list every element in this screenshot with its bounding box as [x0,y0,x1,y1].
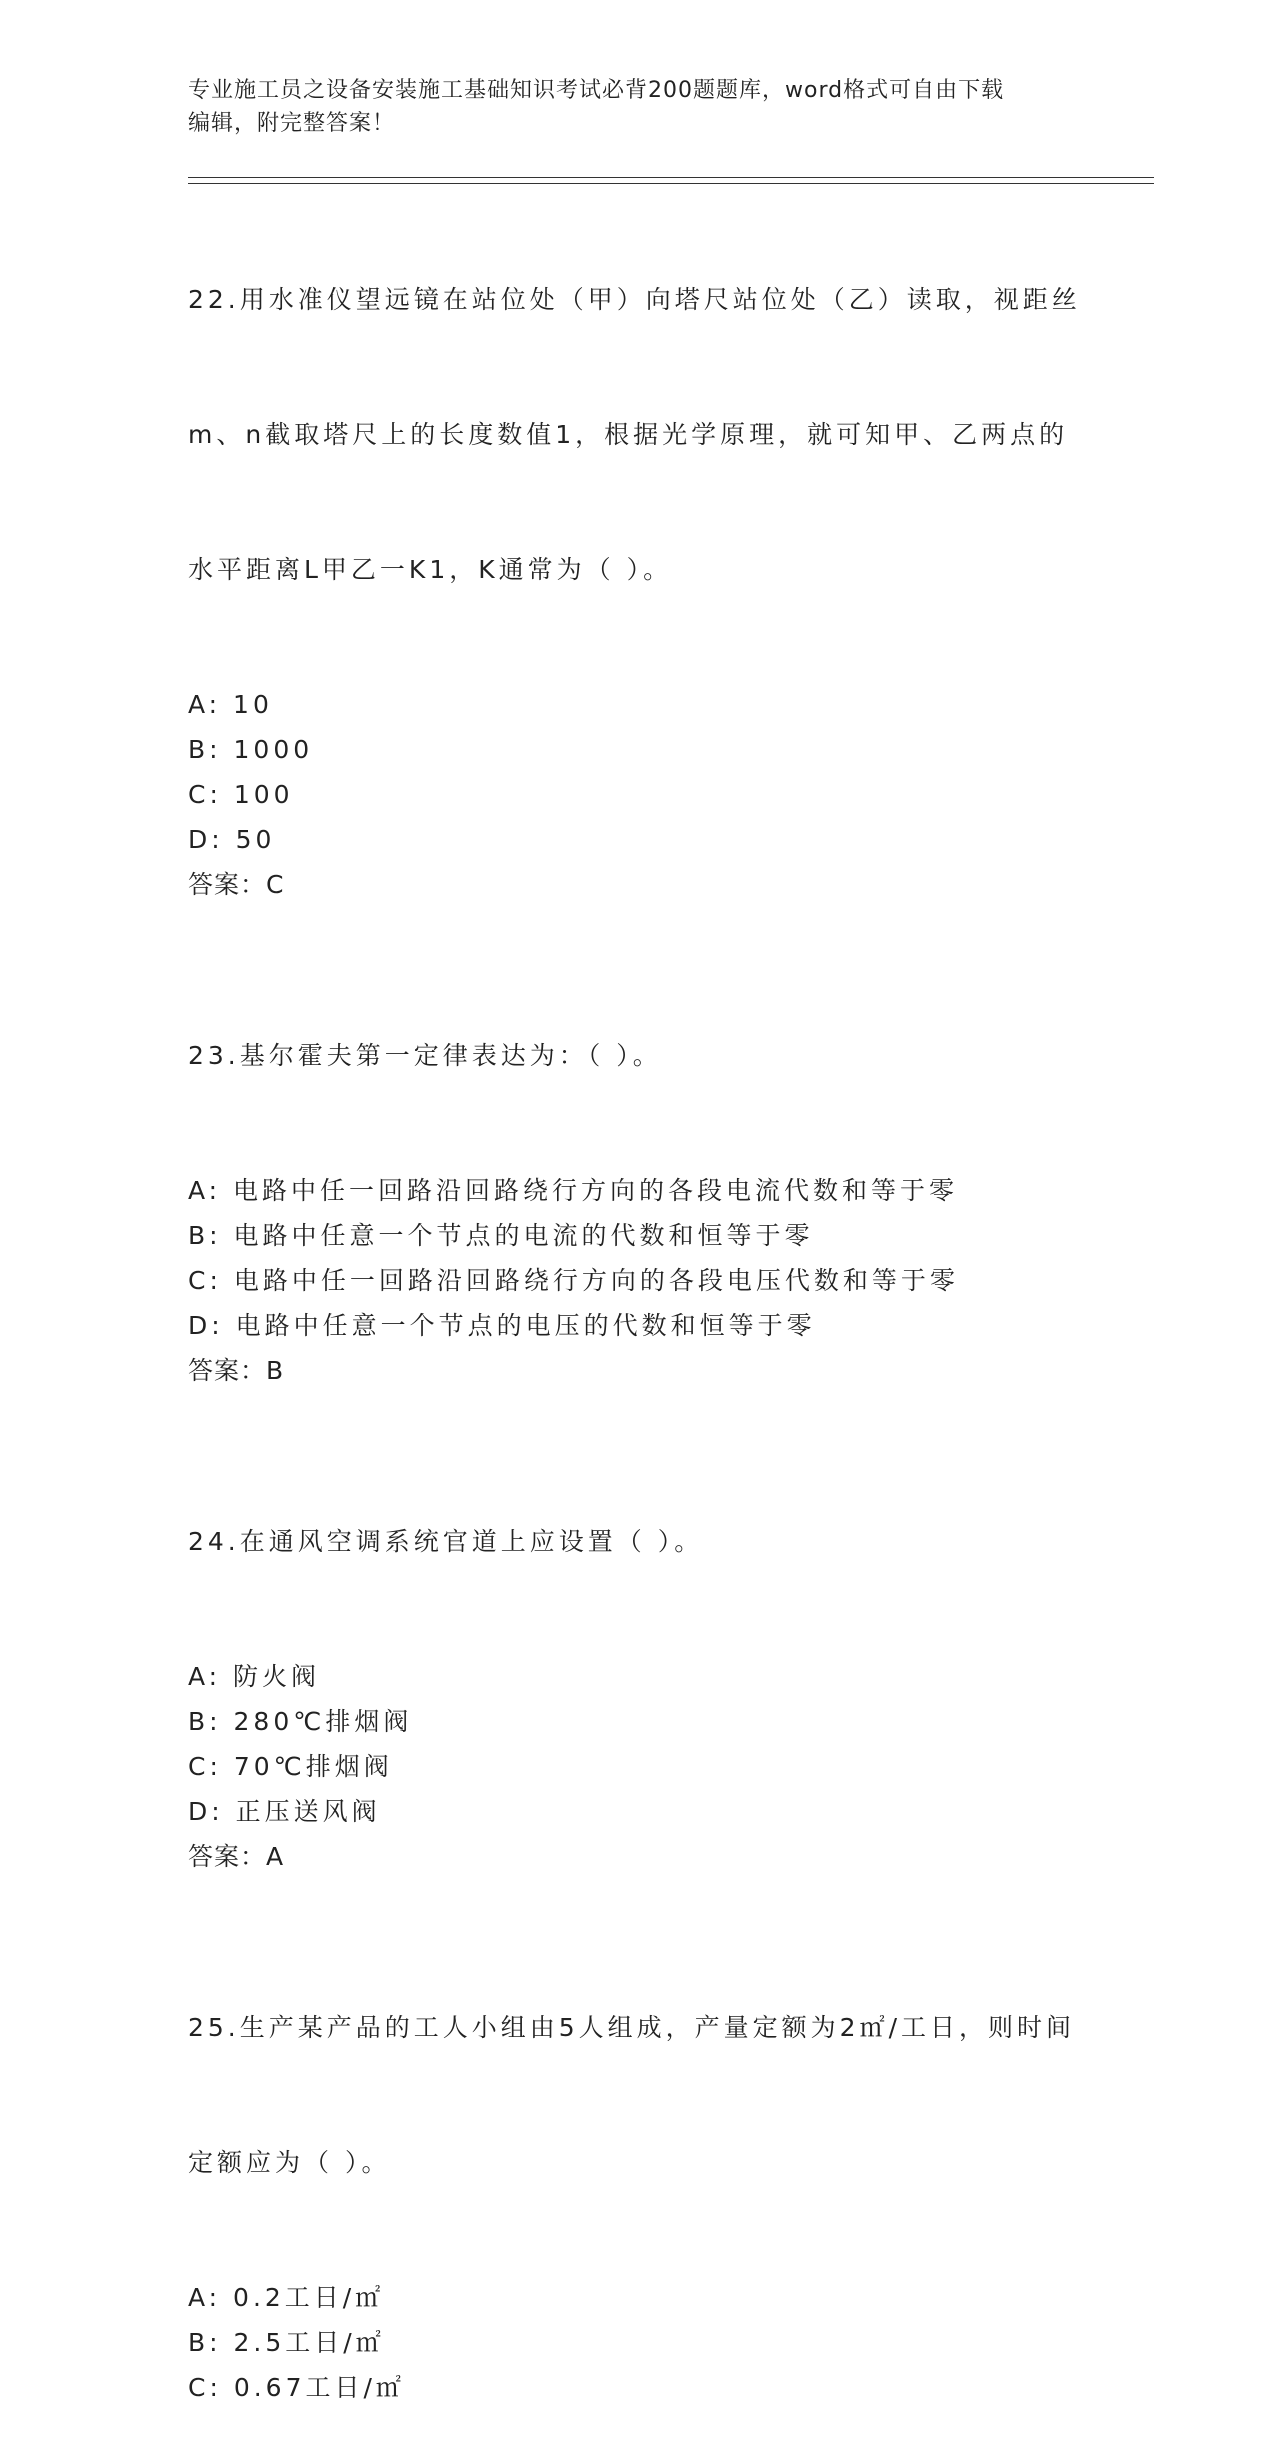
option-b: B: 2.5工日/㎡ [188,2328,385,2357]
question-stem [188,187,1088,682]
question-stem [188,1429,1088,1654]
option-c: C: 电路中任一回路沿回路绕行方向的各段电压代数和等于零 [188,1266,959,1295]
option-a: A: 0.2工日/㎡ [188,2283,385,2312]
question-22 [188,187,1088,907]
question-stem [188,1915,1088,2275]
question-25 [188,1915,1088,2410]
header-line-2: 编辑，附完整答案！ [188,111,396,136]
answer-line: 答案：C [188,870,285,899]
option-d: D: 电路中任意一个节点的电压的代数和恒等于零 [188,1311,816,1340]
answer-line: 答案：A [188,1842,285,1871]
stem-line: 23.基尔霍夫第一定律表达为：（ ）。 [188,1041,662,1070]
answer-line: 答案：B [188,1356,285,1385]
question-24 [188,1429,1088,1879]
option-d: D: 50 [188,825,276,854]
question-list [188,187,1088,2446]
question-23 [188,943,1088,1393]
option-a: A: 电路中任一回路沿回路绕行方向的各段电流代数和等于零 [188,1176,959,1205]
stem-line: 22.用水准仪望远镜在站位处（甲）向塔尺站位处（乙）读取，视距丝 [188,285,1081,314]
document-header [188,74,1088,140]
option-a: A: 10 [188,690,273,719]
stem-line: 25.生产某产品的工人小组由5人组成，产量定额为2㎡/工日，则时间 [188,2013,1075,2042]
option-c: C: 70℃排烟阀 [188,1752,393,1781]
option-b: B: 1000 [188,735,314,764]
header-line-1: 专业施工员之设备安装施工基础知识考试必背200题题库，word格式可自由下载 [188,78,1005,103]
stem-line: 水平距离L甲乙一K1，K通常为（ ）。 [188,555,673,584]
option-c: C: 0.67工日/㎡ [188,2373,405,2402]
option-b: B: 电路中任意一个节点的电流的代数和恒等于零 [188,1221,814,1250]
stem-line: m、n截取塔尺上的长度数值1，根据光学原理，就可知甲、乙两点的 [188,420,1069,449]
option-d: D: 正压送风阀 [188,1797,381,1826]
option-a: A: 防火阀 [188,1662,321,1691]
header-divider-top [188,177,1154,178]
header-divider-bottom [188,183,1154,184]
question-stem [188,943,1088,1168]
stem-line: 24.在通风空调系统官道上应设置（ ）。 [188,1527,704,1556]
option-b: B: 280℃排烟阀 [188,1707,413,1736]
stem-line: 定额应为（ ）。 [188,2148,391,2177]
option-c: C: 100 [188,780,294,809]
